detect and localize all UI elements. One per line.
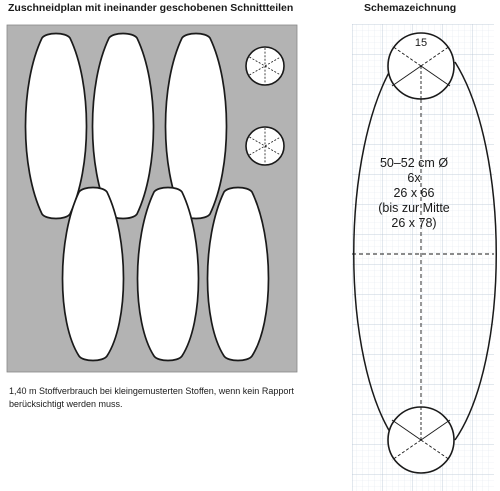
- pattern-piece-5: [138, 188, 199, 361]
- dimension-line-1: 50–52 cm Ø: [379, 156, 449, 170]
- pattern-piece-4: [63, 188, 124, 361]
- dimension-line-3: 26 x 66: [393, 186, 435, 200]
- circle-diameter-label: 15: [414, 37, 428, 49]
- schematic-title: Schemazeichnung: [364, 2, 457, 14]
- schematic: [352, 24, 496, 491]
- dimension-line-2: 6x: [407, 171, 421, 185]
- dimension-line-4: (bis zur Mitte: [378, 201, 450, 215]
- fabric-usage-caption: 1,40 m Stoffverbrauch bei kleingemusterten Stoffen, wenn kein Rapport berücksichtigt werden muss.: [9, 386, 294, 409]
- cutting-plan: [7, 25, 297, 372]
- schematic-circle-bottom: [388, 407, 454, 473]
- cutting-plan-title: Zuschneidplan mit ineinander geschobenen Schnittteilen: [8, 2, 294, 14]
- circle-piece-bottom: [246, 127, 284, 165]
- pattern-piece-6: [208, 188, 269, 361]
- dimension-text-block: [354, 156, 474, 231]
- circle-piece-top: [246, 47, 284, 85]
- pattern-piece-1: [26, 34, 87, 219]
- dimension-line-5: 26 x 78): [391, 216, 437, 230]
